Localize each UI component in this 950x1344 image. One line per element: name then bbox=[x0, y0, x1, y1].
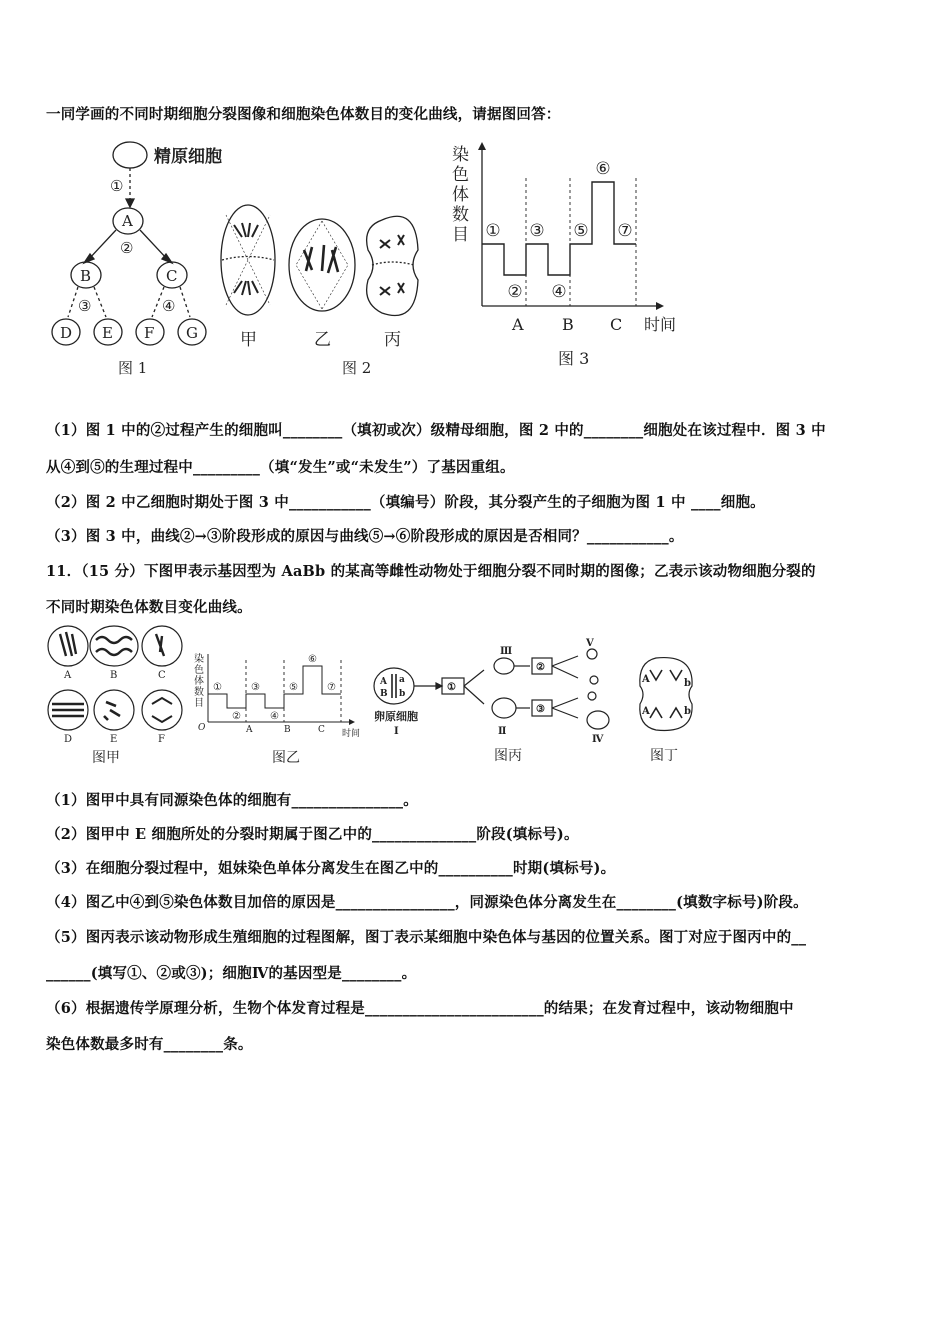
svg-text:数: 数 bbox=[452, 205, 469, 225]
stage-label: ① bbox=[213, 682, 222, 693]
fig-yi-phase-A: A bbox=[246, 725, 253, 735]
svg-text:A: A bbox=[64, 670, 72, 681]
jia-cell-A bbox=[48, 626, 88, 666]
fig-yi-xlabel: 时间 bbox=[342, 729, 361, 739]
svg-text:Ⅰ: Ⅰ bbox=[394, 726, 399, 737]
stage-label: ④ bbox=[551, 282, 567, 302]
q11-part3: （3）在细胞分裂过程中，姐妹染色单体分离发生在图乙中的__________时期(填标号)。 bbox=[46, 860, 616, 877]
svg-text:丙: 丙 bbox=[384, 330, 401, 350]
svg-text:②: ② bbox=[536, 662, 545, 673]
svg-text:E: E bbox=[102, 324, 113, 342]
svg-text:①: ① bbox=[110, 177, 124, 195]
bing-cell-IV bbox=[587, 711, 609, 729]
figure1-lineage-tree bbox=[44, 135, 224, 385]
q11-part2: （2）图甲中 E 细胞所处的分裂时期属于图乙中的______________阶段(填标号)。 bbox=[46, 826, 579, 843]
fig-yi-origin: O bbox=[198, 723, 206, 733]
bing-cell-III bbox=[494, 658, 514, 674]
svg-text:D: D bbox=[64, 734, 73, 745]
bing-cell-II bbox=[492, 698, 516, 718]
svg-text:甲: 甲 bbox=[240, 330, 257, 350]
spermatogonium-cell bbox=[113, 142, 147, 168]
fig-ding-cell bbox=[634, 652, 700, 768]
q11-part6-line1: （6）根据遗传学原理分析，生物个体发育过程是________________________的结果；在发育过程中，该动物细胞中 bbox=[46, 1000, 794, 1017]
figure3-xlabel: 时间 bbox=[644, 315, 677, 334]
q11-heading: 11．（15 分）下图甲表示基因型为 AaBb 的某高等雌性动物处于细胞分裂不同时期的图像；乙表示该动物细胞分裂的 bbox=[46, 563, 816, 580]
figure3-chart bbox=[450, 138, 690, 374]
svg-text:④: ④ bbox=[162, 297, 176, 315]
q10-part2: （2）图 2 中乙细胞时期处于图 3 中___________（填编号）阶段，其分裂产生的子细胞为图 1 中 ____细胞。 bbox=[46, 494, 765, 511]
q11-part1: （1）图甲中具有同源染色体的细胞有_______________。 bbox=[46, 792, 418, 809]
chromosome-curve bbox=[482, 182, 636, 275]
fig-yi-chart bbox=[192, 650, 372, 768]
svg-text:乙: 乙 bbox=[314, 330, 331, 350]
fig-jia-cells bbox=[44, 624, 186, 766]
stage-label: ③ bbox=[251, 682, 260, 693]
stage-label: ⑤ bbox=[573, 221, 589, 241]
jia-cell-B bbox=[90, 626, 138, 666]
stage-label: ① bbox=[485, 221, 501, 241]
jia-cell-F bbox=[142, 690, 182, 730]
figure3-phase-A: A bbox=[512, 315, 524, 334]
svg-text:染: 染 bbox=[194, 654, 204, 665]
figure3-phase-B: B bbox=[562, 315, 574, 334]
figure2-cell-division bbox=[212, 195, 442, 385]
fig-yi-caption: 图乙 bbox=[272, 750, 300, 766]
ding-cell-outline bbox=[640, 658, 692, 731]
stage-label: ⑥ bbox=[595, 159, 611, 179]
stage-label: ② bbox=[507, 282, 523, 302]
stage-label: ② bbox=[232, 711, 241, 722]
jia-cell-E bbox=[94, 690, 134, 730]
svg-text:a: a bbox=[399, 675, 405, 685]
svg-text:Ⅳ: Ⅳ bbox=[592, 734, 604, 745]
svg-text:b: b bbox=[684, 678, 691, 689]
svg-text:b: b bbox=[399, 689, 406, 699]
stage-label: ③ bbox=[529, 221, 545, 241]
svg-text:F: F bbox=[144, 324, 155, 342]
stage-label: ⑤ bbox=[289, 682, 298, 693]
q10-part1-line2: 从④到⑤的生理过程中_________（填“发生”或“未发生”）了基因重组。 bbox=[46, 459, 515, 476]
svg-text:A: A bbox=[642, 706, 650, 717]
figure1-caption: 图 1 bbox=[118, 359, 148, 377]
fig-bing-caption: 图丙 bbox=[494, 748, 522, 764]
svg-text:A: A bbox=[122, 212, 133, 230]
svg-text:③: ③ bbox=[78, 297, 92, 315]
fig-yi-phase-B: B bbox=[284, 725, 291, 735]
q10-part1-line1: （1）图 1 中的②过程产生的细胞叫________（填初或次）级精母细胞，图 2 中的________细胞处在该过程中．图 3 中 bbox=[46, 422, 826, 439]
cell-jia bbox=[221, 205, 275, 315]
svg-text:F: F bbox=[158, 734, 165, 745]
svg-text:色: 色 bbox=[194, 665, 204, 676]
svg-text:体: 体 bbox=[194, 676, 204, 687]
svg-text:Ⅴ: Ⅴ bbox=[586, 638, 594, 649]
figure2-caption: 图 2 bbox=[342, 359, 372, 377]
stage-label: ⑦ bbox=[327, 682, 336, 693]
fig-jia-caption: 图甲 bbox=[92, 750, 120, 766]
cell-yi bbox=[289, 219, 355, 311]
svg-text:③: ③ bbox=[536, 704, 545, 715]
fig-yi-phase-C: C bbox=[318, 725, 325, 735]
q10-part3: （3）图 3 中，曲线②→③阶段形成的原因与曲线⑤→⑥阶段形成的原因是否相同？___________。 bbox=[46, 528, 684, 545]
svg-text:目: 目 bbox=[452, 225, 469, 245]
svg-text:G: G bbox=[186, 324, 198, 342]
svg-text:染: 染 bbox=[452, 145, 469, 165]
figure3-phase-C: C bbox=[610, 315, 623, 334]
svg-text:C: C bbox=[166, 267, 178, 285]
svg-text:Ⅱ: Ⅱ bbox=[498, 726, 507, 737]
stage-label: ⑥ bbox=[308, 654, 317, 665]
q11-part5-line1: （5）图丙表示该动物形成生殖细胞的过程图解，图丁表示某细胞中染色体与基因的位置关系。图丁对应于图丙中的__ bbox=[46, 929, 807, 946]
svg-text:目: 目 bbox=[194, 698, 204, 709]
fig-bing-diagram bbox=[372, 638, 624, 768]
q11-part6-line2: 染色体数最多时有________条。 bbox=[46, 1036, 253, 1053]
bing-start-label: 卵原细胞 bbox=[374, 710, 418, 723]
svg-text:①: ① bbox=[447, 682, 456, 693]
svg-text:色: 色 bbox=[452, 165, 469, 185]
jia-cell-C bbox=[142, 626, 182, 666]
figure3-ylabel bbox=[452, 145, 469, 245]
intro-text: 一同学画的不同时期细胞分裂图像和细胞染色体数目的变化曲线，请据图回答： bbox=[46, 106, 561, 123]
svg-text:②: ② bbox=[120, 239, 134, 257]
svg-text:A: A bbox=[642, 674, 650, 685]
svg-text:Ⅲ: Ⅲ bbox=[500, 646, 513, 657]
fig-ding-caption: 图丁 bbox=[650, 748, 678, 764]
svg-text:B: B bbox=[80, 267, 92, 285]
cell-bing bbox=[367, 216, 418, 315]
svg-text:B: B bbox=[110, 670, 118, 681]
figure1-title: 精原细胞 bbox=[154, 147, 222, 167]
svg-text:A: A bbox=[380, 677, 387, 687]
chromosome-curve bbox=[208, 666, 341, 708]
fig-yi-ylabel bbox=[194, 652, 204, 709]
q11-heading-line2: 不同时期染色体数目变化曲线。 bbox=[46, 599, 252, 616]
svg-text:体: 体 bbox=[452, 185, 469, 205]
q11-part4: （4）图乙中④到⑤染色体数目加倍的原因是________________，同源染色体分离发生在________(填数字标号)阶段。 bbox=[46, 894, 808, 911]
svg-text:B: B bbox=[380, 689, 388, 699]
svg-text:E: E bbox=[110, 734, 118, 745]
svg-text:b: b bbox=[684, 706, 691, 717]
stage-label: ④ bbox=[270, 711, 279, 722]
svg-text:C: C bbox=[158, 670, 166, 681]
figure3-caption: 图 3 bbox=[558, 349, 590, 368]
svg-text:数: 数 bbox=[194, 687, 204, 698]
svg-text:D: D bbox=[60, 324, 73, 342]
q11-part5-line2: ______(填写①、②或③)；细胞Ⅳ的基因型是________。 bbox=[46, 965, 417, 982]
stage-label: ⑦ bbox=[617, 221, 633, 241]
